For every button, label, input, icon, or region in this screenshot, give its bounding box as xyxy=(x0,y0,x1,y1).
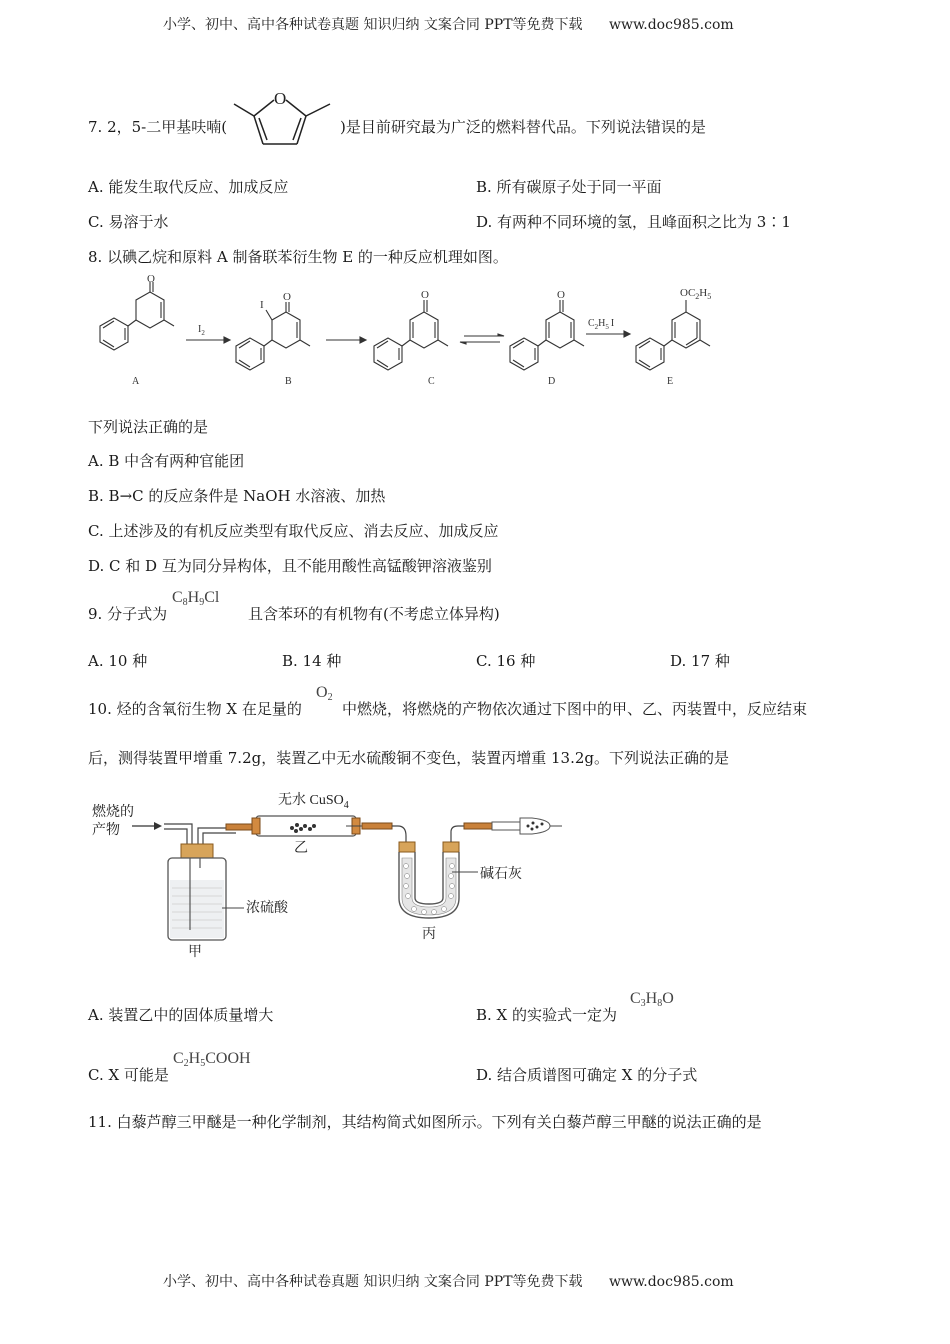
compound-e-ethoxy: $OC_2H_5$ xyxy=(680,287,712,301)
products-label-2: 产物 xyxy=(92,823,120,838)
label-a: A xyxy=(132,376,140,387)
q8-lead: 下列说法正确的是 xyxy=(88,418,209,436)
q9-option-c: C. 16 种 xyxy=(476,652,536,670)
furan-oxygen: O xyxy=(274,89,287,108)
products-label-1: 燃烧的 xyxy=(92,805,134,820)
reagent-iodine: $I_2$ xyxy=(198,324,205,337)
q10-o2: $O_2$ xyxy=(316,684,333,703)
device-jia-label: 甲 xyxy=(188,945,202,958)
q8-option-d: D. C 和 D 互为同分异构体，且不能用酸性高锰酸钾溶液鉴别 xyxy=(88,557,492,575)
header-text: 小学、初中、高中各种试卷真题 知识归纳 文案合同 PPT等免费下载 xyxy=(163,17,583,33)
q10-option-c-prefix: C. X 可能是 xyxy=(88,1066,169,1084)
q10-option-b-formula: $C_3H_8O$ xyxy=(630,990,674,1009)
q10-option-d: D. 结合质谱图可确定 X 的分子式 xyxy=(476,1066,698,1084)
q10-option-b-prefix: B. X 的实验式一定为 xyxy=(476,1006,618,1024)
q8-option-b: B. B→C 的反应条件是 NaOH 水溶液、加热 xyxy=(88,487,386,505)
label-d: D xyxy=(548,376,556,387)
q10-line2: 后，测得装置甲增重 7.2g，装置乙中无水硫酸铜不变色，装置丙增重 13.2g。下列说法正确的是 xyxy=(88,749,729,767)
q9-option-b: B. 14 种 xyxy=(282,652,342,670)
combustion-apparatus xyxy=(86,788,566,958)
q11-stem: 11. 白藜芦醇三甲醚是一种化学制剂，其结构简式如图所示。下列有关白藜芦醇三甲醚的说法正确的是 xyxy=(88,1113,762,1131)
dimethylfuran-structure xyxy=(230,86,338,154)
q9-suffix: 且含苯环的有机物有(不考虑立体异构) xyxy=(248,605,500,623)
q9-option-d: D. 17 种 xyxy=(670,652,730,670)
reagent-ethyl-iodide: $C_2H_5$ I xyxy=(588,318,615,331)
compound-d-oxygen: O xyxy=(557,289,565,301)
lime-label: 碱石灰 xyxy=(480,867,522,882)
page-footer xyxy=(163,1271,734,1291)
q8-option-a: A. B 中含有两种官能团 xyxy=(88,452,245,470)
header-url: www.doc985.com xyxy=(608,17,734,33)
q10-option-a: A. 装置乙中的固体质量增大 xyxy=(88,1006,274,1024)
q9-formula: $C_8H_9Cl$ xyxy=(172,589,220,608)
q7-option-d: D. 有两种不同环境的氢，且峰面积之比为 3∶1 xyxy=(476,213,791,231)
compound-b-iodo: I xyxy=(260,299,264,311)
page-header xyxy=(163,14,734,34)
reaction-scheme xyxy=(78,274,758,392)
cuso4-label: 无水 CuSO$_4$ xyxy=(278,793,349,811)
q7-option-b: B. 所有碳原子处于同一平面 xyxy=(476,178,662,196)
q8-stem: 8. 以碘乙烷和原料 A 制备联苯衍生物 E 的一种反应机理如图。 xyxy=(88,248,508,266)
label-c: C xyxy=(428,376,435,387)
q7-prefix: 7. 2，5-二甲基呋喃( xyxy=(88,118,228,136)
q10-line1-suffix: 中燃烧，将燃烧的产物依次通过下图中的甲、乙、丙装置中，反应结束 xyxy=(342,700,808,718)
label-b: B xyxy=(285,376,292,387)
compound-b-oxygen: O xyxy=(283,291,291,303)
q7-suffix: )是目前研究最为广泛的燃料替代品。下列说法错误的是 xyxy=(340,118,706,136)
footer-url: www.doc985.com xyxy=(608,1274,734,1290)
q10-option-c-formula: $C_2H_5COOH$ xyxy=(173,1050,251,1069)
acid-label: 浓硫酸 xyxy=(246,901,288,916)
device-yi-label: 乙 xyxy=(294,841,308,856)
device-bing-label: 丙 xyxy=(422,927,436,942)
q10-line1-prefix: 10. 烃的含氧衍生物 X 在足量的 xyxy=(88,700,302,718)
footer-text: 小学、初中、高中各种试卷真题 知识归纳 文案合同 PPT等免费下载 xyxy=(163,1274,583,1290)
q8-option-c: C. 上述涉及的有机反应类型有取代反应、消去反应、加成反应 xyxy=(88,522,499,540)
q7-option-a: A. 能发生取代反应、加成反应 xyxy=(88,178,289,196)
q9-prefix: 9. 分子式为 xyxy=(88,605,168,623)
q9-option-a: A. 10 种 xyxy=(88,652,148,670)
q7-stem xyxy=(88,116,227,137)
q7-option-c: C. 易溶于水 xyxy=(88,213,169,231)
compound-c-oxygen: O xyxy=(421,289,429,301)
compound-a-oxygen: O xyxy=(147,274,155,285)
label-e: E xyxy=(667,376,674,387)
